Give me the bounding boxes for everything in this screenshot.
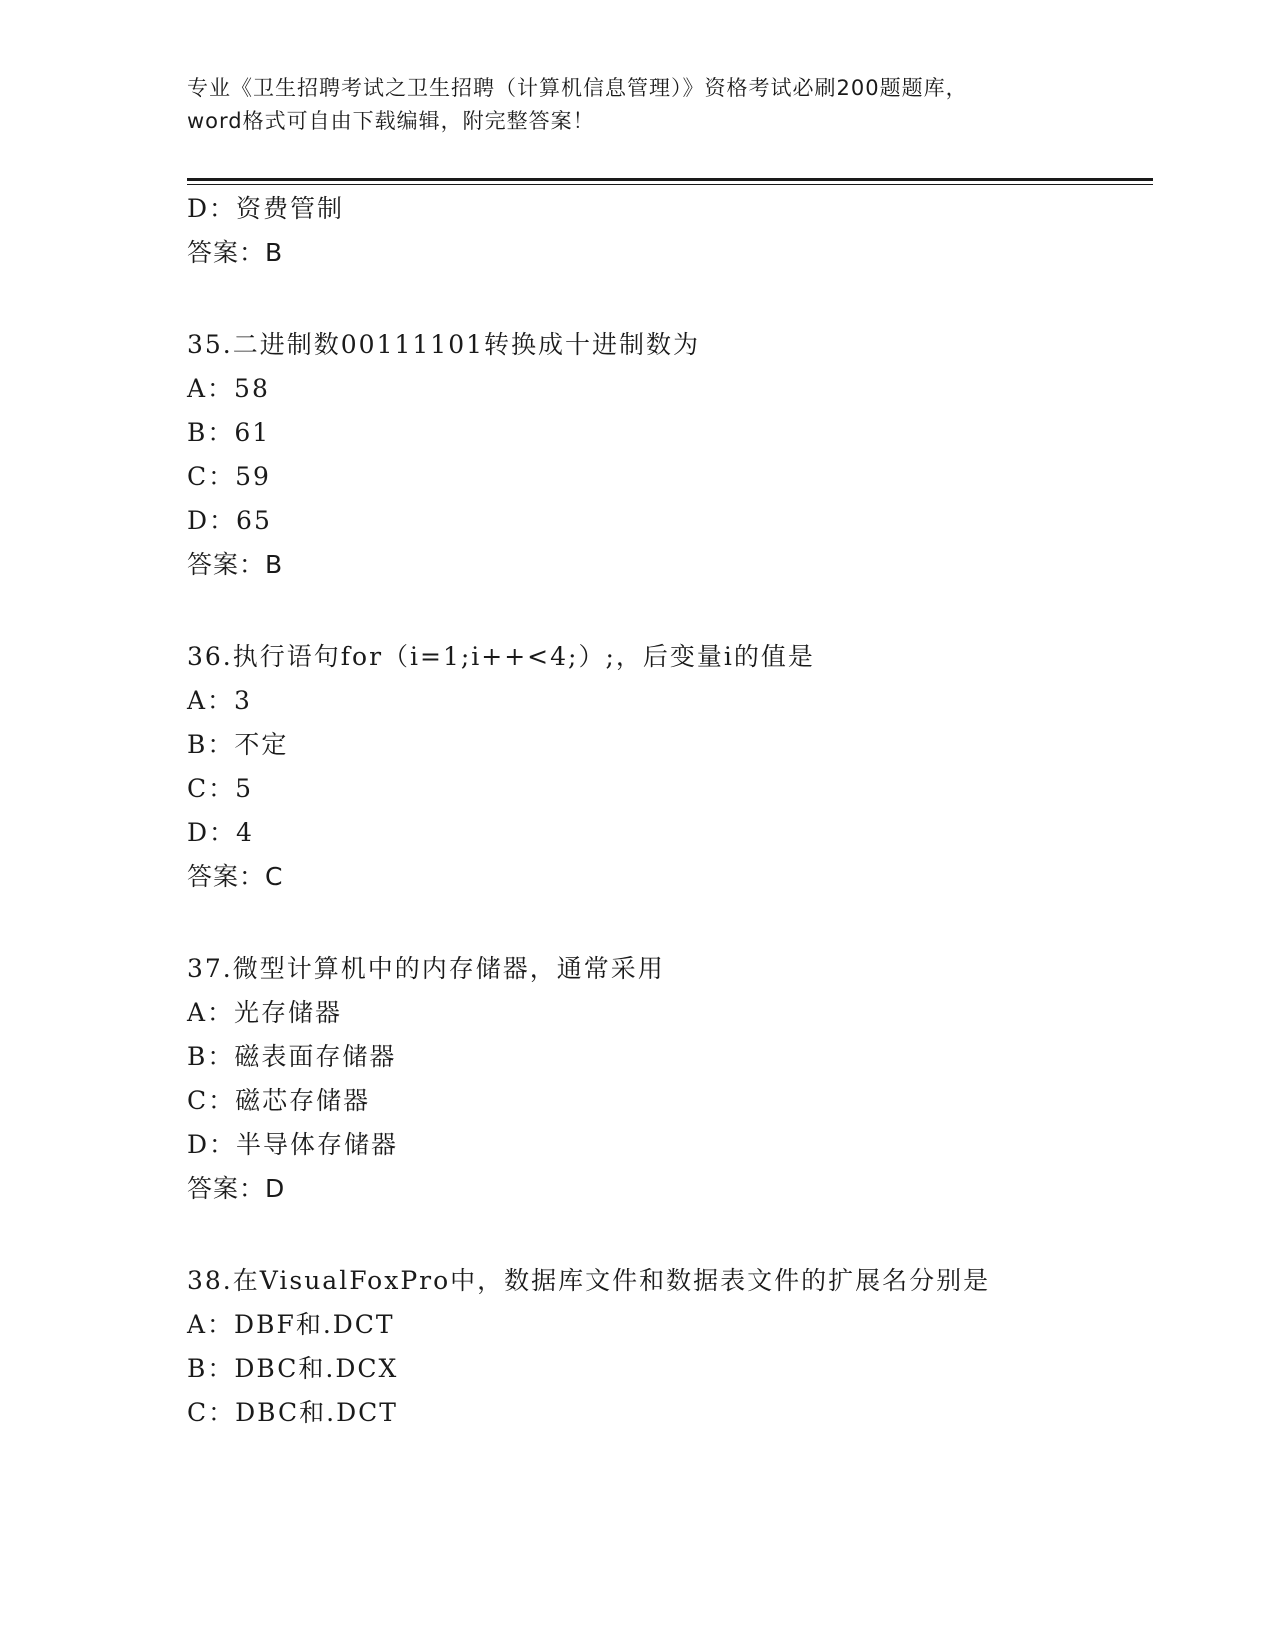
question-38-option-a: A：DBF和.DCT xyxy=(187,1310,395,1339)
question-36-option-d: D：4 xyxy=(187,818,254,847)
carry-over-option-d: D：资费管制 xyxy=(187,194,345,223)
document-header xyxy=(187,72,1087,138)
question-36: 36.执行语句for（i=1;i++<4;）;，后变量i的值是 xyxy=(187,642,815,671)
question-38-option-c: C：DBC和.DCT xyxy=(187,1398,398,1427)
header-line-2: word格式可自由下载编辑，附完整答案！ xyxy=(187,109,595,133)
question-35-option-a: A：58 xyxy=(187,374,270,403)
header-divider-thick xyxy=(187,178,1153,181)
question-35: 35.二进制数00111101转换成十进制数为 xyxy=(187,330,701,359)
header-divider-thin xyxy=(187,184,1153,185)
question-36-answer: 答案：C xyxy=(187,862,284,891)
question-35-answer: 答案：B xyxy=(187,550,284,579)
question-36-option-c: C：5 xyxy=(187,774,254,803)
question-36-option-a: A：3 xyxy=(187,686,252,715)
question-36-option-b: B：不定 xyxy=(187,730,289,759)
question-38-option-b: B：DBC和.DCX xyxy=(187,1354,399,1383)
question-37: 37.微型计算机中的内存储器，通常采用 xyxy=(187,954,665,983)
question-37-option-c: C：磁芯存储器 xyxy=(187,1086,371,1115)
header-line-1: 专业《卫生招聘考试之卫生招聘（计算机信息管理）》资格考试必刷200题题库， xyxy=(187,76,968,100)
question-38: 38.在VisualFoxPro中，数据库文件和数据表文件的扩展名分别是 xyxy=(187,1266,991,1295)
question-37-option-a: A：光存储器 xyxy=(187,998,343,1027)
question-35-option-b: B：61 xyxy=(187,418,271,447)
question-37-option-d: D：半导体存储器 xyxy=(187,1130,399,1159)
carry-over-answer: 答案：B xyxy=(187,238,284,267)
question-37-option-b: B：磁表面存储器 xyxy=(187,1042,397,1071)
question-37-answer: 答案：D xyxy=(187,1174,286,1203)
question-35-option-d: D：65 xyxy=(187,506,272,535)
question-35-option-c: C：59 xyxy=(187,462,271,491)
